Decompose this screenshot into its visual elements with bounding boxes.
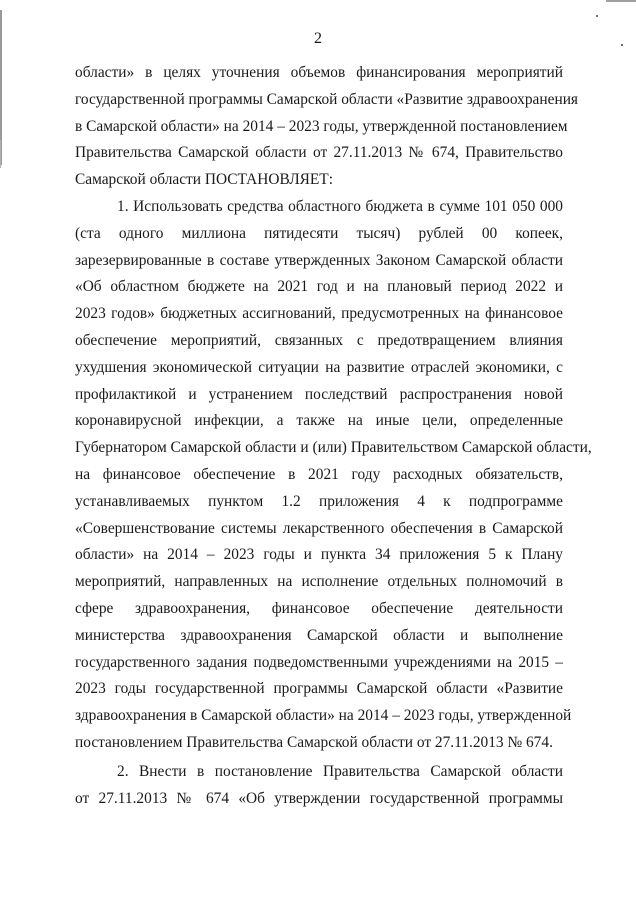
paragraph-preamble xyxy=(75,60,579,194)
text-line: постановлением Правительства Самарской области от 27.11.2013 № 674. xyxy=(75,733,553,751)
text-line: 2. Внести в постановление Правительства Самарской области xyxy=(117,763,563,780)
text-line: государственной программы Самарской области «Развитие здравоохранения xyxy=(75,90,579,108)
paragraph-item-2 xyxy=(75,759,563,813)
text-line: области» в целях уточнения объемов финансирования мероприятий xyxy=(75,64,563,81)
text-line: 2023 годов» бюджетных ассигнований, предусмотренных на финансовое xyxy=(75,305,563,323)
text-line: Самарской области ПОСТАНОВЛЯЕТ: xyxy=(75,171,333,189)
text-line: зарезервированные в составе утвержденных Законом Самарской области xyxy=(75,251,563,269)
text-line: Правительства Самарской области от 27.11.2013 № 674, Правительство xyxy=(75,144,563,162)
text-line: области» на 2014 – 2023 годы и пункта 34 приложения 5 к Плану xyxy=(75,546,563,564)
text-line: Губернатором Самарской области и (или) Правительством Самарской области, xyxy=(75,439,592,457)
scan-speck xyxy=(596,15,598,17)
scan-edge-artifact xyxy=(0,140,1,168)
text-line: (ста одного миллиона пятидесяти тысяч) рублей 00 копеек, xyxy=(75,224,563,242)
text-line: министерства здравоохранения Самарской области и выполнение xyxy=(75,626,563,644)
text-line: в Самарской области» на 2014 – 2023 годы, утвержденной постановлением xyxy=(75,117,568,135)
text-line: 1. Использовать средства областного бюджета в сумме 101 050 000 xyxy=(117,198,563,215)
text-line: здравоохранения в Самарской области» на 2014 – 2023 годы, утвержденной xyxy=(75,707,572,725)
scan-edge-artifact xyxy=(606,0,636,2)
text-line: обеспечение мероприятий, связанных с предотвращением влияния xyxy=(75,331,563,349)
text-line: государственного задания подведомственными учреждениями на 2015 – xyxy=(75,653,563,671)
page-number: 2 xyxy=(314,30,322,47)
text-line: мероприятий, направленных на исполнение отдельных полномочий в xyxy=(75,573,563,591)
text-line: 2023 годы государственной программы Самарской области «Развитие xyxy=(75,680,563,698)
paragraph-item-1 xyxy=(75,194,592,757)
text-line: ухудшения экономической ситуации на развитие отраслей экономики, с xyxy=(75,358,563,376)
text-line: устанавливаемых пунктом 1.2 приложения 4 к подпрограмме xyxy=(75,492,563,510)
text-line: коронавирусной инфекции, а также на иные цели, определенные xyxy=(75,412,563,430)
text-line: «Совершенствование системы лекарственного обеспечения в Самарской xyxy=(75,519,563,537)
text-line: «Об областном бюджете на 2021 год и на плановый период 2022 и xyxy=(75,278,563,296)
text-line: профилактикой и устранением последствий распространения новой xyxy=(75,385,563,403)
text-line: на финансовое обеспечение в 2021 году расходных обязательств, xyxy=(75,465,563,483)
text-line: от 27.11.2013 № 674 «Об утверждении государственной программы xyxy=(75,789,563,807)
text-line: сфере здравоохранения, финансовое обеспечение деятельности xyxy=(75,599,563,617)
